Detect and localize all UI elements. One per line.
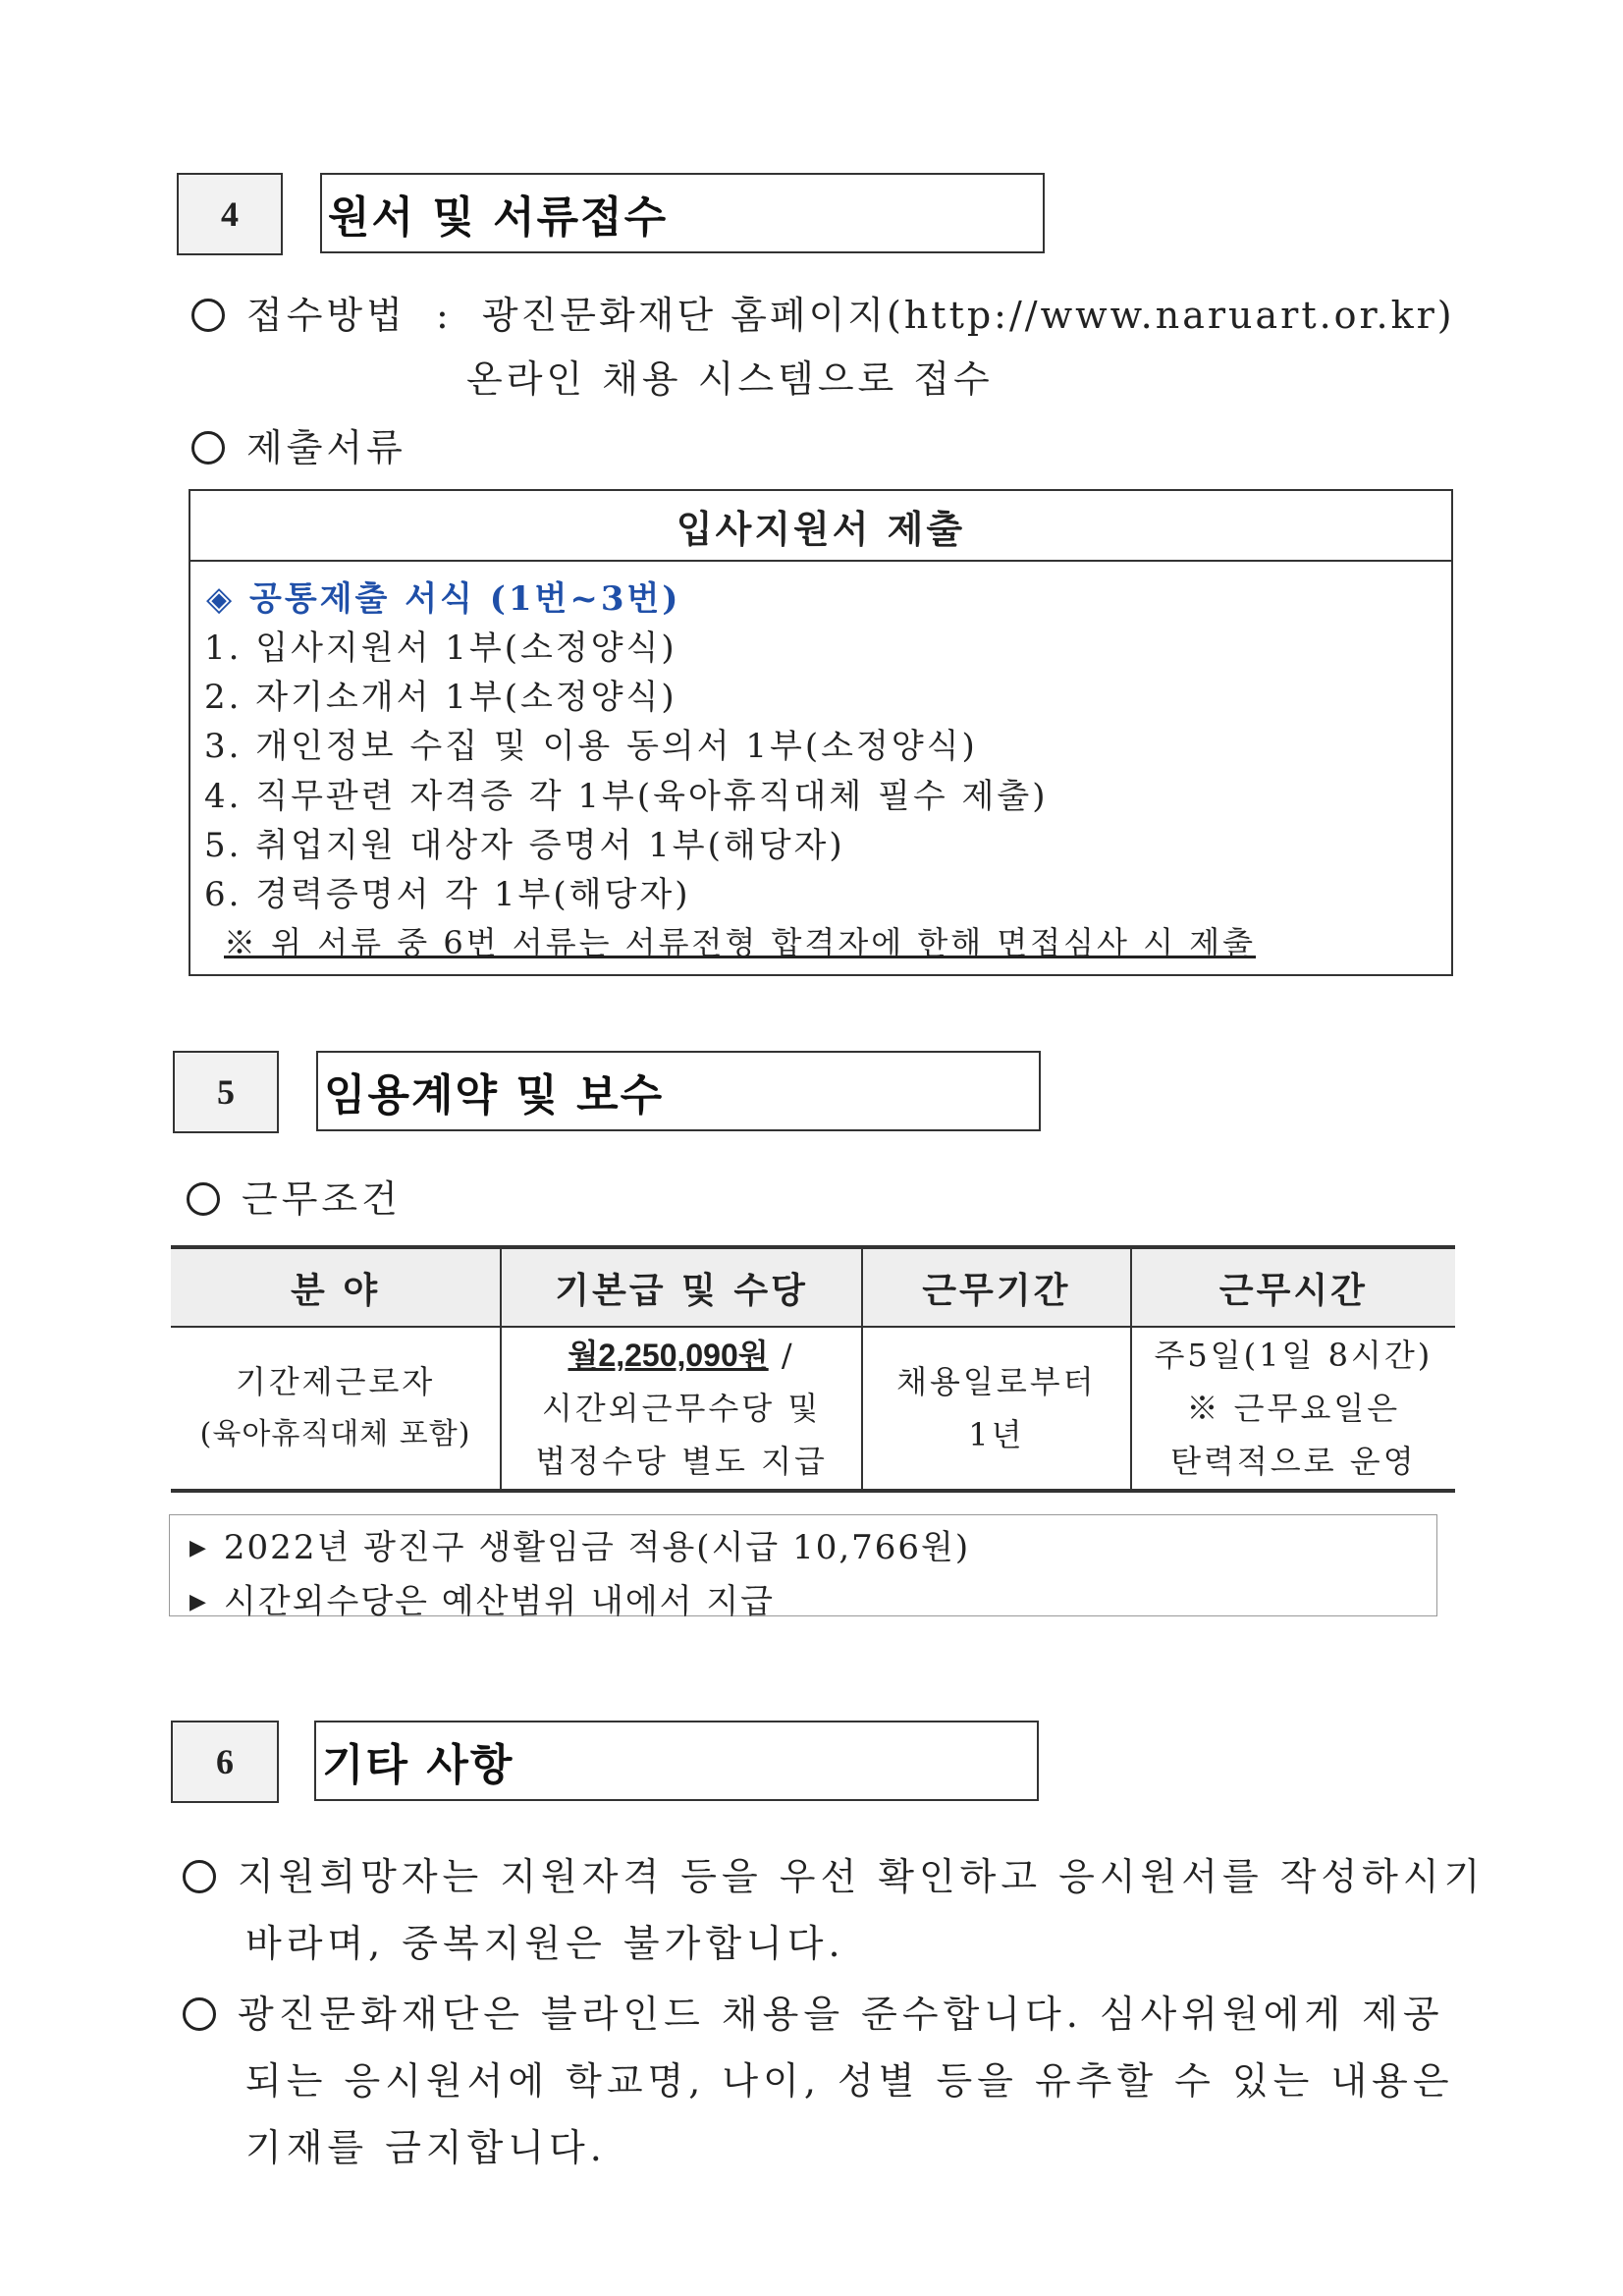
paragraph-line: 바라며, 중복지원은 불가합니다. — [245, 1922, 845, 1965]
circle-bullet-icon — [183, 1997, 216, 2031]
work-conditions-table — [171, 1245, 1455, 1493]
cell-hours — [1131, 1327, 1455, 1491]
section-title: 기타 사항 — [314, 1721, 1039, 1801]
header-field: 분 야 — [171, 1247, 501, 1327]
section-number: 5 — [173, 1051, 279, 1133]
field-line: 기간제근로자 — [235, 1363, 436, 1400]
triangle-bullet-icon: ▶ — [189, 1590, 208, 1614]
hours-line: 주5일(1일 8시간) — [1154, 1337, 1434, 1374]
paragraph-line: 되는 응시원서에 학교명, 나이, 성별 등을 유추할 수 있는 내용은 — [245, 2059, 1454, 2103]
notes-box — [169, 1514, 1437, 1621]
table-row — [171, 1327, 1455, 1491]
header-pay: 기본급 및 수당 — [501, 1247, 862, 1327]
header-hours: 근무시간 — [1131, 1247, 1455, 1327]
period-line: 채용일로부터 — [896, 1363, 1097, 1400]
subheading-text: 공통제출 서식 (1번~3번) — [249, 579, 681, 619]
hours-line: ※ 근무요일은 — [1186, 1390, 1401, 1427]
circle-bullet-icon — [187, 1182, 220, 1216]
paragraph-text: 지원희망자는 지원자격 등을 우선 확인하고 응시원서를 작성하시기 — [238, 1855, 1486, 1898]
list-item: 3. 개인정보 수집 및 이용 동의서 1부(소정양식) — [204, 727, 978, 766]
method-label: 접수방법 — [246, 294, 406, 337]
section-title: 임용계약 및 보수 — [316, 1051, 1041, 1131]
paragraph-line — [183, 1846, 1485, 1900]
cell-period — [862, 1327, 1131, 1491]
method-line — [191, 285, 1455, 339]
section-title: 원서 및 서류접수 — [320, 173, 1045, 253]
list-item: 5. 취업지원 대상자 증명서 1부(해당자) — [204, 826, 845, 865]
section-number: 4 — [177, 173, 283, 255]
note-item — [189, 1523, 1417, 1577]
triangle-bullet-icon: ▶ — [189, 1536, 208, 1560]
list-item: 4. 직무관련 자격증 각 1부(육아휴직대체 필수 제출) — [204, 777, 1049, 816]
docs-label-line — [191, 417, 406, 471]
method-line-2: 온라인 채용 시스템으로 접수 — [466, 357, 994, 401]
pay-line: 법정수당 별도 지급 — [535, 1443, 828, 1480]
table-header-row — [171, 1247, 1455, 1327]
paragraph-line — [183, 1984, 1444, 2038]
pay-slash: / — [768, 1337, 795, 1374]
list-item: 6. 경력증명서 각 1부(해당자) — [204, 875, 691, 914]
paragraph-line: 기재를 금지합니다. — [245, 2126, 607, 2169]
diamond-icon: ◈ — [206, 579, 236, 619]
documents-note: ※ 위 서류 중 6번 서류는 서류전형 합격자에 한해 면접심사 시 제출 — [224, 924, 1257, 961]
method-separator: : — [435, 294, 453, 337]
period-line: 1년 — [968, 1416, 1025, 1453]
list-item: 1. 입사지원서 1부(소정양식) — [204, 629, 677, 668]
documents-subheading — [206, 572, 680, 620]
conditions-label-line — [187, 1169, 402, 1223]
pay-line: 시간외근무수당 및 — [541, 1390, 822, 1427]
pay-amount: 월2,250,090원 — [568, 1338, 769, 1373]
section-number: 6 — [171, 1721, 279, 1803]
hours-line: 탄력적으로 운영 — [1170, 1443, 1417, 1480]
note-text: 시간외수당은 예산범위 내에서 지급 — [223, 1582, 776, 1621]
docs-label: 제출서류 — [246, 426, 406, 469]
method-text: 광진문화재단 홈페이지(http://www.naruart.or.kr) — [481, 294, 1455, 337]
list-item: 2. 자기소개서 1부(소정양식) — [204, 678, 677, 717]
note-item — [189, 1577, 1417, 1631]
cell-pay — [501, 1327, 862, 1491]
circle-bullet-icon — [191, 299, 225, 332]
cell-field — [171, 1327, 501, 1491]
note-text: 2022년 광진구 생활임금 적용(시급 10,766원) — [223, 1528, 971, 1567]
documents-box — [189, 489, 1453, 976]
circle-bullet-icon — [191, 431, 225, 465]
documents-box-title: 입사지원서 제출 — [190, 491, 1451, 562]
pay-line — [503, 1329, 860, 1382]
paragraph-text: 광진문화재단은 블라인드 채용을 준수합니다. 심사위원에게 제공 — [238, 1993, 1444, 2036]
header-period: 근무기간 — [862, 1247, 1131, 1327]
conditions-label: 근무조건 — [242, 1177, 402, 1221]
circle-bullet-icon — [183, 1860, 216, 1893]
field-line: (육아휴직대체 포함) — [199, 1417, 471, 1451]
